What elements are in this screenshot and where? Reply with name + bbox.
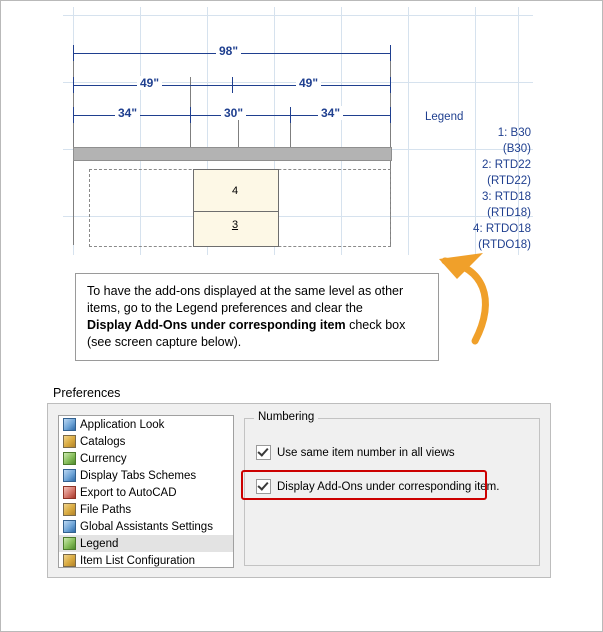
dimension-label-34-left: 34" xyxy=(115,106,140,120)
checkbox-same-item-number-label: Use same item number in all views xyxy=(277,446,455,459)
checkbox-display-addons-label: Display Add-Ons under corresponding item. xyxy=(277,480,500,493)
dimension-label-98: 98" xyxy=(216,44,241,58)
legend-row: 3: RTD18 xyxy=(481,191,531,203)
dimension-tick xyxy=(390,107,391,123)
file-paths-icon xyxy=(63,503,76,516)
callout-bold-text: Display Add-Ons under corresponding item xyxy=(87,318,346,332)
curved-arrow-icon xyxy=(431,249,506,359)
cabinet-number-3: 3 xyxy=(231,219,239,231)
callout-line-3 xyxy=(87,317,427,334)
pref-item-label: Currency xyxy=(80,452,127,465)
legend-row: 2: RTD22 xyxy=(481,159,531,171)
display-tabs-icon xyxy=(63,469,76,482)
dimension-tick xyxy=(290,107,291,123)
pref-item-application-look[interactable] xyxy=(59,416,233,433)
legend-row: (RTD22) xyxy=(487,175,531,187)
dimension-label-34-right: 34" xyxy=(318,106,343,120)
preferences-list[interactable] xyxy=(58,415,234,568)
checkbox-row-display-addons[interactable] xyxy=(256,479,499,494)
pref-item-label: File Paths xyxy=(80,503,132,516)
pref-item-catalogs[interactable] xyxy=(59,433,233,450)
pref-item-label: Global Assistants Settings xyxy=(80,520,213,533)
pref-item-file-paths[interactable] xyxy=(59,501,233,518)
dimension-tick xyxy=(390,45,391,61)
legend-row: (B30) xyxy=(502,143,531,155)
dimension-tick xyxy=(390,77,391,93)
dimension-tick xyxy=(73,77,74,93)
countertop-shape xyxy=(73,147,392,161)
pref-item-label: Item List Configuration xyxy=(80,554,196,567)
app-look-icon xyxy=(63,418,76,431)
callout-line-4: (see screen capture below). xyxy=(87,335,242,349)
cabinet-number-4: 4 xyxy=(231,185,239,197)
pref-item-label: Catalogs xyxy=(80,435,126,448)
export-autocad-icon xyxy=(63,486,76,499)
dimension-label-30: 30" xyxy=(221,106,246,120)
pref-item-label: Display Tabs Schemes xyxy=(80,469,197,482)
pref-item-currency[interactable] xyxy=(59,450,233,467)
legend-row: (RTDO18) xyxy=(478,239,531,251)
pref-item-label: Legend xyxy=(80,537,119,550)
callout-line-1: To have the add-ons displayed at the same level as other xyxy=(87,284,404,298)
legend-row: 1: B30 xyxy=(497,127,531,139)
preferences-panel xyxy=(47,403,551,578)
item-list-icon xyxy=(63,554,76,567)
catalogs-icon xyxy=(63,435,76,448)
pref-item-global-assistants-settings[interactable] xyxy=(59,518,233,535)
legend-row: 4: RTDO18 xyxy=(473,223,531,235)
pref-item-label: Export to AutoCAD xyxy=(80,486,177,499)
pref-item-item-list-configuration[interactable] xyxy=(59,552,233,568)
pref-item-label: Application Look xyxy=(80,418,165,431)
dimension-label-49-left: 49" xyxy=(137,76,162,90)
dimension-tick xyxy=(73,107,74,123)
numbering-groupbox-title: Numbering xyxy=(254,411,318,423)
global-assistants-icon xyxy=(63,520,76,533)
callout-after-bold: check box xyxy=(345,318,406,332)
dimension-label-49-right: 49" xyxy=(296,76,321,90)
dimension-tick xyxy=(232,77,233,93)
legend-row: (RTD18) xyxy=(487,207,531,219)
legend-title: Legend xyxy=(425,111,464,123)
pref-item-legend[interactable] xyxy=(59,535,233,552)
currency-icon xyxy=(63,452,76,465)
preferences-label: Preferences xyxy=(53,386,121,400)
callout-line-2: items, go to the Legend preferences and clear the xyxy=(87,301,363,315)
legend-block xyxy=(421,109,531,253)
callout-note xyxy=(75,273,439,361)
checkbox-same-item-number[interactable] xyxy=(256,445,271,460)
pref-item-export-to-autocad[interactable] xyxy=(59,484,233,501)
pref-item-display-tabs-schemes[interactable] xyxy=(59,467,233,484)
dimension-tick xyxy=(190,107,191,123)
extension-line xyxy=(73,45,74,245)
dimension-tick xyxy=(73,45,74,61)
checkbox-display-addons[interactable] xyxy=(256,479,271,494)
legend-icon xyxy=(63,537,76,550)
grid-line-v xyxy=(408,7,409,255)
grid-line-h xyxy=(63,15,533,16)
checkbox-row-same-item-number[interactable] xyxy=(256,445,455,460)
